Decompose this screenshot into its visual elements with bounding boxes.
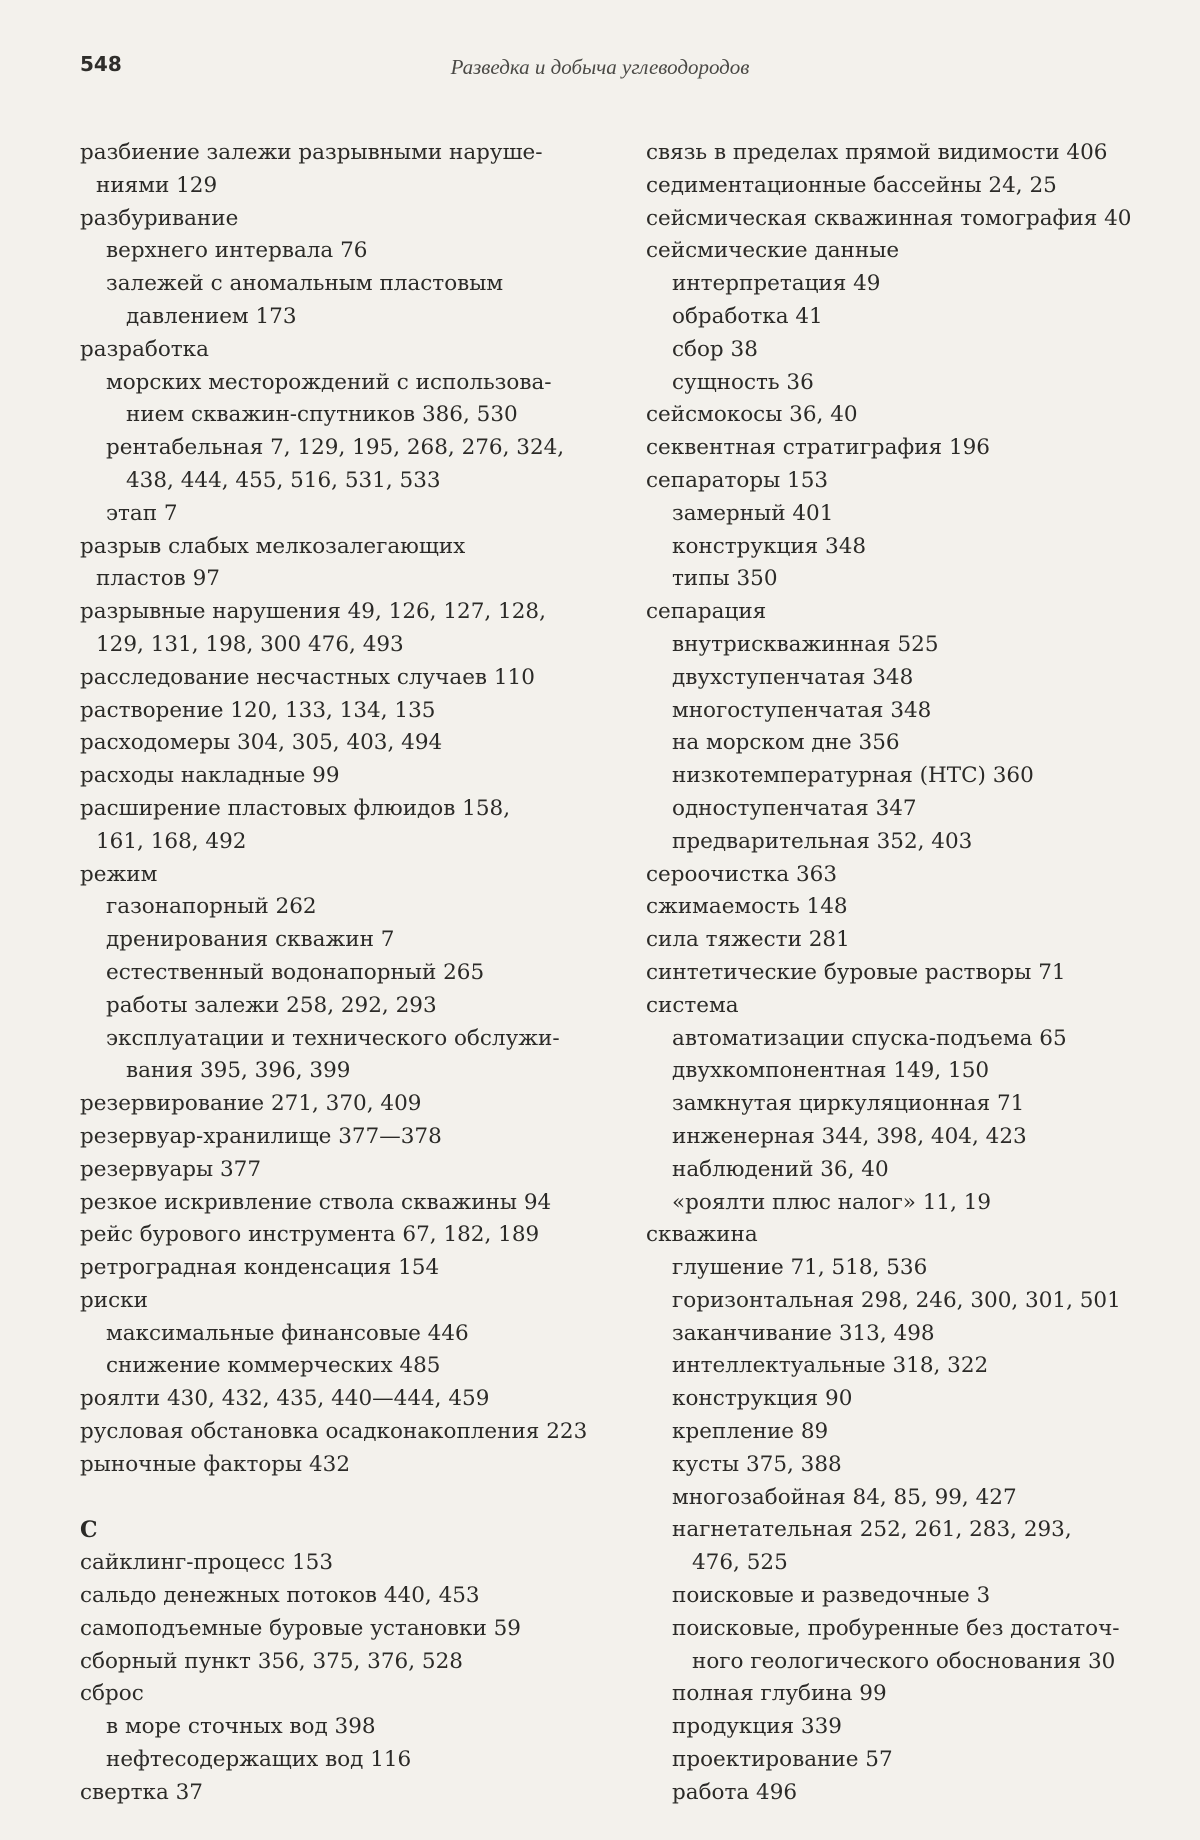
index-entry: расширение пластовых флюидов 158, (80, 795, 511, 821)
index-subentry: эксплуатации и технического обслужи- (106, 1025, 560, 1051)
index-subentry: этап 7 (106, 500, 178, 526)
index-subentry: полная глубина 99 (672, 1681, 887, 1707)
section-letter-heading: С (80, 1517, 98, 1544)
index-subentry: типы 350 (672, 566, 778, 592)
index-entry: разработка (80, 336, 209, 362)
index-subentry: морских месторождений с использова- (106, 369, 552, 395)
index-subentry: снижение коммерческих 485 (106, 1353, 441, 1379)
index-entry-continuation: вания 395, 396, 399 (126, 1058, 351, 1084)
page-number: 548 (80, 52, 122, 76)
index-subentry: одноступенчатая 347 (672, 795, 917, 821)
index-subentry: замкнутая циркуляционная 71 (672, 1091, 1025, 1117)
index-subentry: поисковые, пробуренные без достаточ- (672, 1615, 1120, 1641)
index-entry: сейсмические данные (646, 238, 900, 264)
index-entry: расходомеры 304, 305, 403, 494 (80, 730, 443, 756)
index-subentry: глушение 71, 518, 536 (672, 1255, 928, 1281)
index-subentry: рентабельная 7, 129, 195, 268, 276, 324, (106, 435, 565, 461)
index-subentry: двухкомпонентная 149, 150 (672, 1058, 990, 1084)
index-subentry: естественный водонапорный 265 (106, 959, 485, 985)
index-subentry: максимальные финансовые 446 (106, 1320, 469, 1346)
index-entry-continuation: 438, 444, 455, 516, 531, 533 (126, 467, 441, 493)
index-entry: сжимаемость 148 (646, 894, 848, 920)
index-subentry: кусты 375, 388 (672, 1451, 842, 1477)
index-entry-continuation: 129, 131, 198, 300 476, 493 (96, 631, 404, 657)
index-entry: синтетические буровые растворы 71 (646, 959, 1066, 985)
index-entry: рейс бурового инструмента 67, 182, 189 (80, 1222, 540, 1248)
index-entry: сборный пункт 356, 375, 376, 528 (80, 1648, 463, 1674)
index-subentry: проектирование 57 (672, 1747, 893, 1773)
index-entry: разрывные нарушения 49, 126, 127, 128, (80, 599, 546, 625)
index-subentry: низкотемпературная (НТС) 360 (672, 763, 1034, 789)
index-subentry: работа 496 (672, 1779, 798, 1805)
index-entry-continuation: пластов 97 (96, 566, 220, 592)
index-entry: сейсмокосы 36, 40 (646, 402, 858, 428)
index-subentry: автоматизации спуска-подъема 65 (672, 1025, 1067, 1051)
index-entry: резервирование 271, 370, 409 (80, 1091, 422, 1117)
index-entry: растворение 120, 133, 134, 135 (80, 697, 436, 723)
index-subentry: горизонтальная 298, 246, 300, 301, 501 (672, 1287, 1121, 1313)
index-entry-continuation: давлением 173 (126, 303, 297, 329)
index-subentry: замерный 401 (672, 500, 834, 526)
index-subentry: нефтесодержащих вод 116 (106, 1747, 412, 1773)
index-subentry: продукция 339 (672, 1714, 842, 1740)
index-entry: самоподъемные буровые установки 59 (80, 1615, 521, 1641)
index-subentry: «роялти плюс налог» 11, 19 (672, 1189, 992, 1215)
index-subentry: в море сточных вод 398 (106, 1714, 376, 1740)
index-entry: секвентная стратиграфия 196 (646, 435, 990, 461)
index-subentry: многозабойная 84, 85, 99, 427 (672, 1484, 1017, 1510)
index-subentry: дренирования скважин 7 (106, 927, 395, 953)
index-subentry: внутрискважинная 525 (672, 631, 939, 657)
index-entry: расследование несчастных случаев 110 (80, 664, 535, 690)
index-subentry: инженерная 344, 398, 404, 423 (672, 1123, 1027, 1149)
index-subentry: заканчивание 313, 498 (672, 1320, 935, 1346)
index-subentry: предварительная 352, 403 (672, 828, 973, 854)
index-subentry: на морском дне 356 (672, 730, 900, 756)
index-entry: связь в пределах прямой видимости 406 (646, 140, 1108, 165)
index-entry: сепараторы 153 (646, 467, 829, 493)
index-entry-continuation: 161, 168, 492 (96, 828, 247, 854)
index-entry: сброс (80, 1681, 144, 1707)
index-entry: роялти 430, 432, 435, 440—444, 459 (80, 1386, 490, 1412)
index-entry: седиментационные бассейны 24, 25 (646, 172, 1057, 198)
index-entry: система (646, 992, 739, 1018)
index-subentry: многоступенчатая 348 (672, 697, 932, 723)
index-entry-continuation: ного геологического обоснования 30 (692, 1648, 1116, 1674)
index-entry: сероочистка 363 (646, 861, 838, 887)
index-entry: русловая обстановка осадконакопления 223 (80, 1419, 588, 1445)
index-entry-continuation: ниями 129 (96, 172, 218, 198)
index-subentry: нагнетательная 252, 261, 283, 293, (672, 1517, 1072, 1543)
index-subentry: газонапорный 262 (106, 894, 317, 920)
index-subentry: обработка 41 (672, 303, 823, 329)
index-entry: резкое искривление ствола скважины 94 (80, 1189, 552, 1215)
index-entry: сайклинг-процесс 153 (80, 1550, 334, 1576)
index-entry-continuation: нием скважин-спутников 386, 530 (126, 402, 518, 428)
index-subentry: конструкция 90 (672, 1386, 853, 1412)
index-entry: сальдо денежных потоков 440, 453 (80, 1583, 480, 1609)
index-entry: режим (80, 861, 158, 887)
index-subentry: поисковые и разведочные 3 (672, 1583, 991, 1609)
index-subentry: двухступенчатая 348 (672, 664, 914, 690)
index-subentry: работы залежи 258, 292, 293 (106, 992, 437, 1018)
index-entry: скважина (646, 1222, 758, 1248)
index-entry: сила тяжести 281 (646, 927, 850, 953)
index-column-left (80, 137, 625, 1810)
index-entry: сейсмическая скважинная томография 40 (646, 205, 1132, 231)
index-subentry: сущность 36 (672, 369, 814, 395)
index-subentry: верхнего интервала 76 (106, 238, 368, 264)
index-entry: разбуривание (80, 205, 239, 231)
index-subentry: наблюдений 36, 40 (672, 1156, 889, 1182)
index-subentry: интерпретация 49 (672, 271, 881, 297)
index-entry: разрыв слабых мелкозалегающих (80, 533, 466, 559)
index-entry: риски (80, 1287, 148, 1313)
section-gap (80, 1482, 625, 1515)
index-subentry: интеллектуальные 318, 322 (672, 1353, 989, 1379)
index-entry: рыночные факторы 432 (80, 1451, 351, 1477)
index-entry: резервуары 377 (80, 1156, 262, 1182)
index-subentry: крепление 89 (672, 1419, 829, 1445)
index-entry: резервуар-хранилище 377—378 (80, 1123, 442, 1149)
index-subentry: конструкция 348 (672, 533, 867, 559)
index-entry: расходы накладные 99 (80, 763, 340, 789)
index-column-right (646, 137, 1186, 1810)
index-entry: свертка 37 (80, 1779, 203, 1805)
index-entry: разбиение залежи разрывными наруше- (80, 140, 543, 165)
running-title: Разведка и добыча углеводородов (450, 55, 750, 79)
index-subentry: сбор 38 (672, 336, 758, 362)
index-subentry: залежей с аномальным пластовым (106, 271, 504, 297)
index-entry: сепарация (646, 599, 767, 625)
index-entry: ретроградная конденсация 154 (80, 1255, 440, 1281)
index-entry-continuation: 476, 525 (692, 1550, 788, 1576)
